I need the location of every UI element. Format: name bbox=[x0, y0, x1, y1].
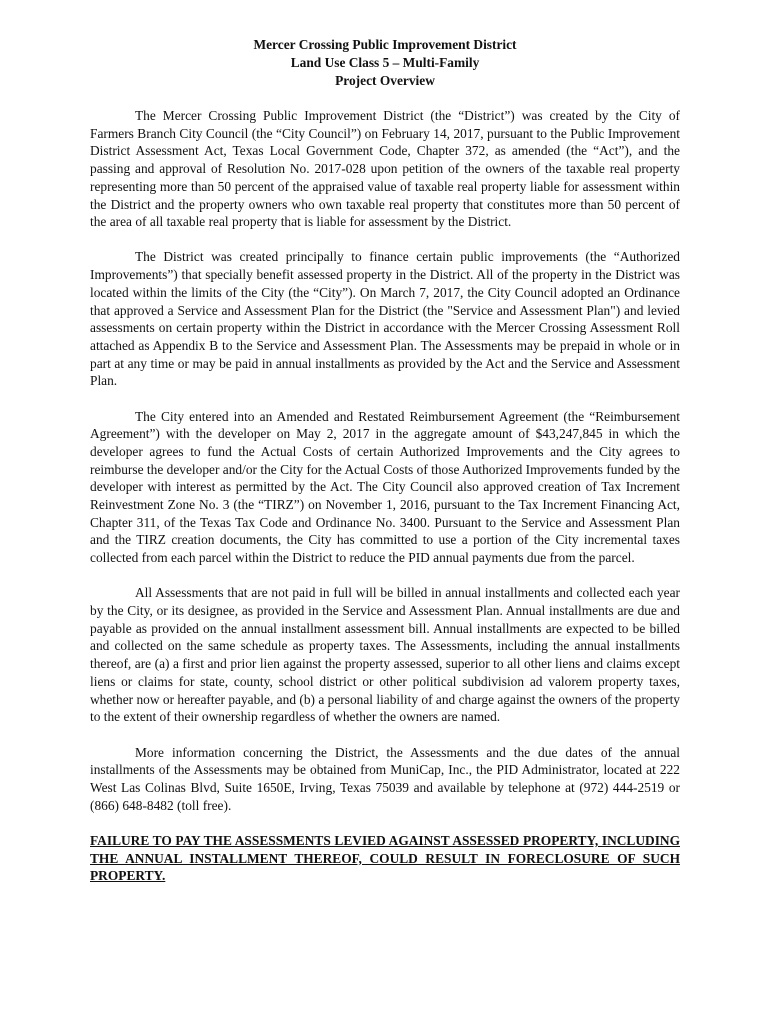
document-page bbox=[90, 36, 680, 885]
title-line-project-overview: Project Overview bbox=[335, 73, 435, 88]
paragraph-annual-installments: All Assessments that are not paid in full will be billed in annual installments and collected each year by the City, or its designee, as provided in the Service and Assessment Plan. Annual installments are due and payable as provided on the annual installment assessment bill. Annual installments are expected to be billed and collected on the same schedule as property taxes. The Assessments, including the annual installments thereof, are (a) a first and prior lien against the property assessed, superior to all other liens and claims except liens or claims for state, county, school district or other political subdivision ad valorem property taxes, whether now or hereafter payable, and (b) a personal liability of and charge against the owners of the property to the extent of their ownership regardless of whether the owners are named. bbox=[90, 585, 680, 725]
foreclosure-warning: FAILURE TO PAY THE ASSESSMENTS LEVIED AGAINST ASSESSED PROPERTY, INCLUDING THE ANNUAL INSTALLMENT THEREOF, COULD RESULT IN FORECLOSURE OF SUCH PROPERTY. bbox=[90, 832, 680, 884]
document-title bbox=[90, 36, 680, 90]
paragraph-reimbursement-agreement: The City entered into an Amended and Restated Reimbursement Agreement (the “Reimbursement Agreement”) with the developer on May 2, 2017 in the aggregate amount of $43,247,845 in which the developer agrees to fund the Actual Costs of certain Authorized Improvements and the City agrees to reimburse the developer and/or the City for the Actual Costs of those Authorized Improvements funded by the developer with interest as permitted by the Act. The City Council also approved creation of Tax Increment Reinvestment Zone No. 3 (the “TIRZ”) on November 1, 2016, pursuant to the Tax Increment Financing Act, Chapter 311, of the Texas Tax Code and Ordinance No. 3400. Pursuant to the Service and Assessment Plan and the TIRZ creation documents, the City has committed to use a portion of the City incremental taxes collected from each parcel within the District to reduce the PID annual payments due from the parcel. bbox=[90, 408, 680, 566]
title-line-district: Mercer Crossing Public Improvement District bbox=[253, 37, 517, 52]
paragraph-district-creation: The Mercer Crossing Public Improvement District (the “District”) was created by the City of Farmers Branch City Council (the “City Council”) on February 14, 2017, pursuant to the Public Improvement District Assessment Act, Texas Local Government Code, Chapter 372, as amended (the “Act”), and the passing and approval of Resolution No. 2017-028 upon petition of the owners of the taxable real property representing more than 50 percent of the appraised value of taxable real property liable for assessment within the District and the property owners who own taxable real property that constitutes more than 50 percent of the area of all taxable real property that is liable for assessment by the District. bbox=[90, 108, 680, 230]
paragraph-authorized-improvements: The District was created principally to finance certain public improvements (the “Authorized Improvements”) that specially benefit assessed property in the District. All of the property in the District was located within the limits of the City (the “City”). On March 7, 2017, the City Council adopted an Ordinance that approved a Service and Assessment Plan for the District (the "Service and Assessment Plan") and levied assessments on certain property within the District in accordance with the Mercer Crossing Assessment Roll attached as Appendix B to the Service and Assessment Plan. The Assessments may be prepaid in whole or in part at any time or may be paid in annual installments as provided by the Act and the Service and Assessment Plan. bbox=[90, 249, 680, 389]
paragraph-more-information: More information concerning the District, the Assessments and the due dates of the annual installments of the Assessments may be obtained from MuniCap, Inc., the PID Administrator, located at 222 West Las Colinas Blvd, Suite 1650E, Irving, Texas 75039 and available by telephone at (972) 444-2519 or (866) 648-8482 (toll free). bbox=[90, 744, 680, 813]
title-line-land-use-class: Land Use Class 5 – Multi-Family bbox=[290, 55, 480, 70]
